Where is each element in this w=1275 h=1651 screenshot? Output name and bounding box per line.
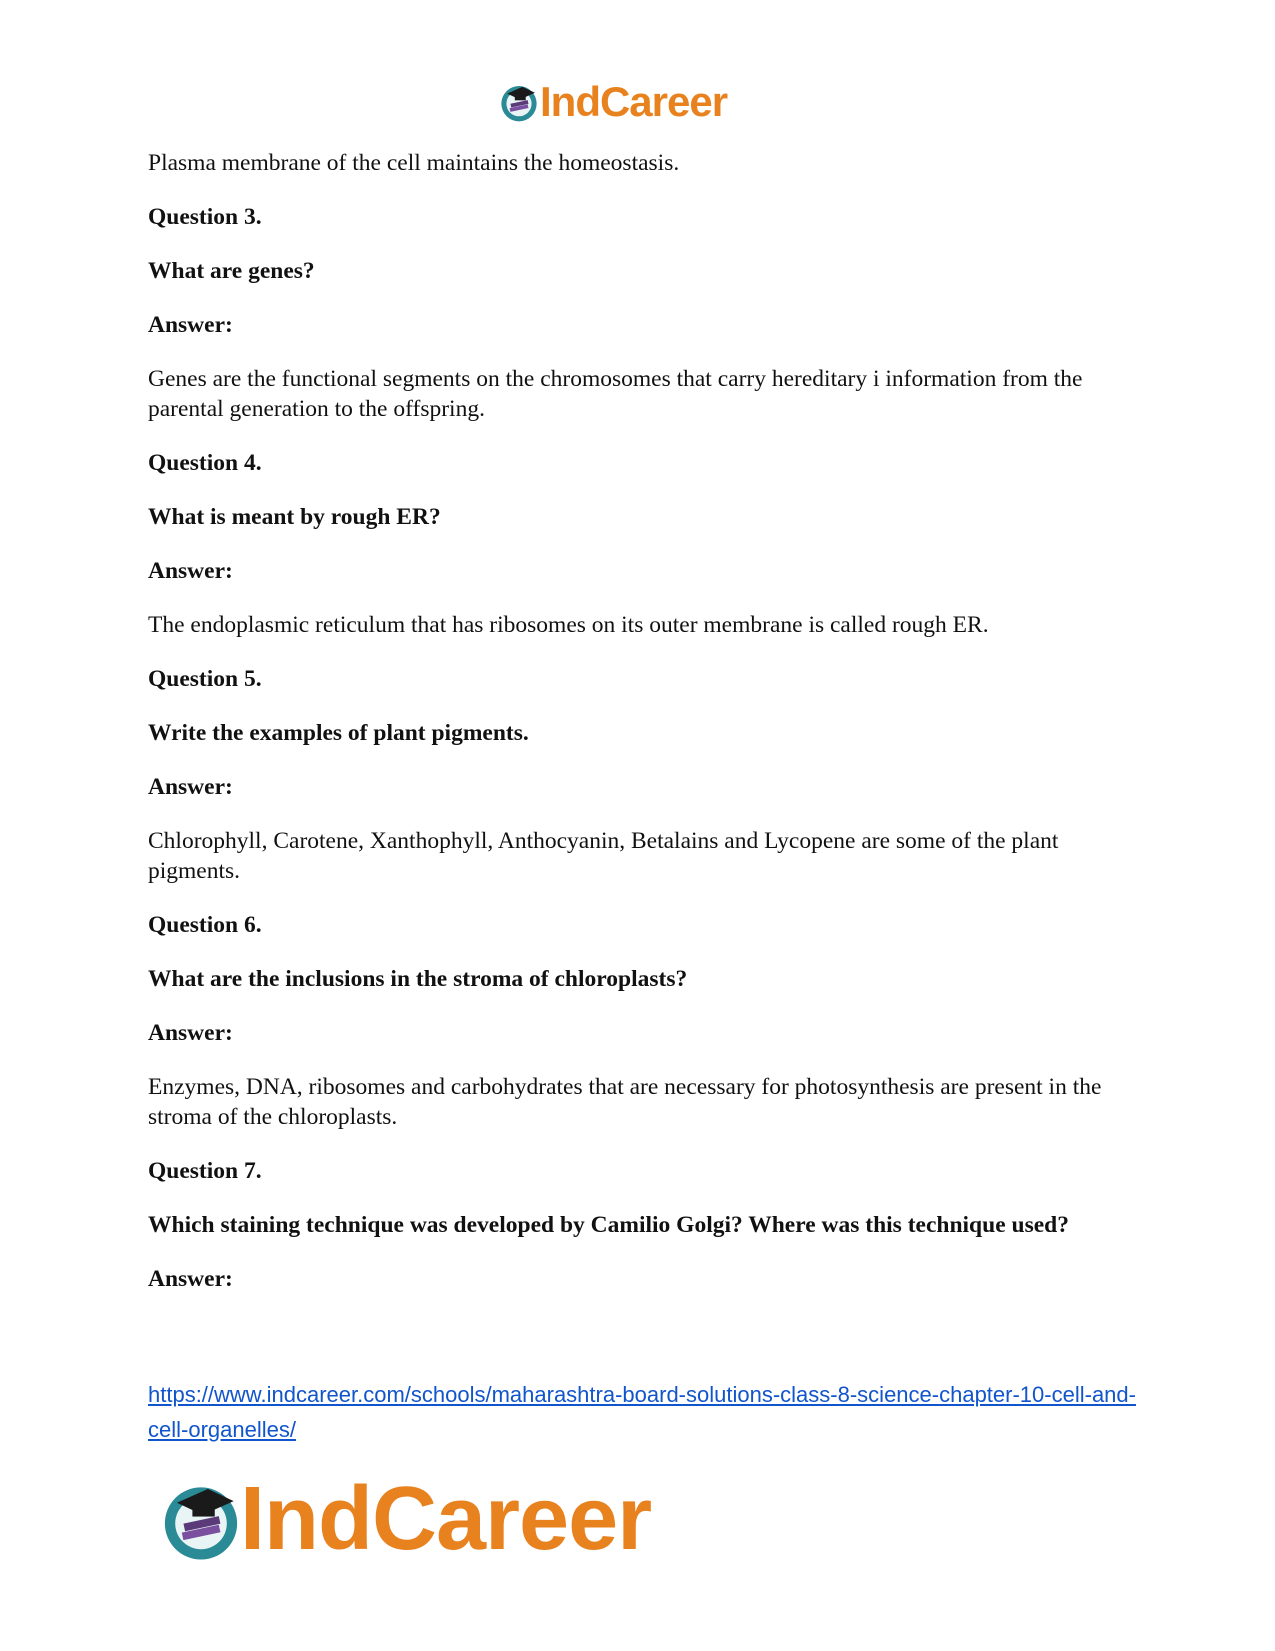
question-text: Which staining technique was developed by Camilio Golgi? Where was this technique used?	[148, 1212, 1069, 1238]
answer-text: The endoplasmic reticulum that has ribosomes on its outer membrane is called rough ER.	[148, 612, 989, 638]
question-text: Write the examples of plant pigments.	[148, 720, 529, 746]
question-text: What are the inclusions in the stroma of chloroplasts?	[148, 966, 688, 992]
question-heading: Question 6.	[148, 912, 262, 938]
answer-label: Answer:	[148, 558, 233, 584]
answer-label: Answer:	[148, 1020, 233, 1046]
question-text: What are genes?	[148, 258, 315, 284]
answer-label: Answer:	[148, 1266, 233, 1292]
answer-text: Genes are the functional segments on the chromosomes that carry hereditary i information from the parental generation to the offspring.	[148, 366, 1083, 422]
question-heading: Question 4.	[148, 450, 262, 476]
answer-text: Chlorophyll, Carotene, Xanthophyll, Anthocyanin, Betalains and Lycopene are some of the plant pigments.	[148, 828, 1059, 884]
question-heading: Question 3.	[148, 204, 262, 230]
answer-text: Enzymes, DNA, ribosomes and carbohydrates that are necessary for photosynthesis are present in the stroma of the chloroplasts.	[148, 1074, 1102, 1130]
source-link[interactable]: https://www.indcareer.com/schools/maharashtra-board-solutions-class-8-science-chapter-10-cell-and-cell-organelles/	[148, 1382, 1136, 1442]
header-logo-text: IndCareer	[540, 78, 728, 125]
header-logo	[498, 78, 727, 126]
graduation-cap-icon	[158, 1477, 244, 1563]
question-text: What is meant by rough ER?	[148, 504, 441, 530]
answer-label: Answer:	[148, 774, 233, 800]
footer-logo	[158, 1468, 651, 1571]
document-body	[148, 148, 1128, 1318]
footer-logo-text: IndCareer	[240, 1469, 652, 1569]
paragraph: Plasma membrane of the cell maintains the homeostasis.	[148, 150, 680, 176]
answer-label: Answer:	[148, 312, 233, 338]
question-heading: Question 7.	[148, 1158, 262, 1184]
question-heading: Question 5.	[148, 666, 262, 692]
graduation-cap-icon	[498, 81, 540, 123]
